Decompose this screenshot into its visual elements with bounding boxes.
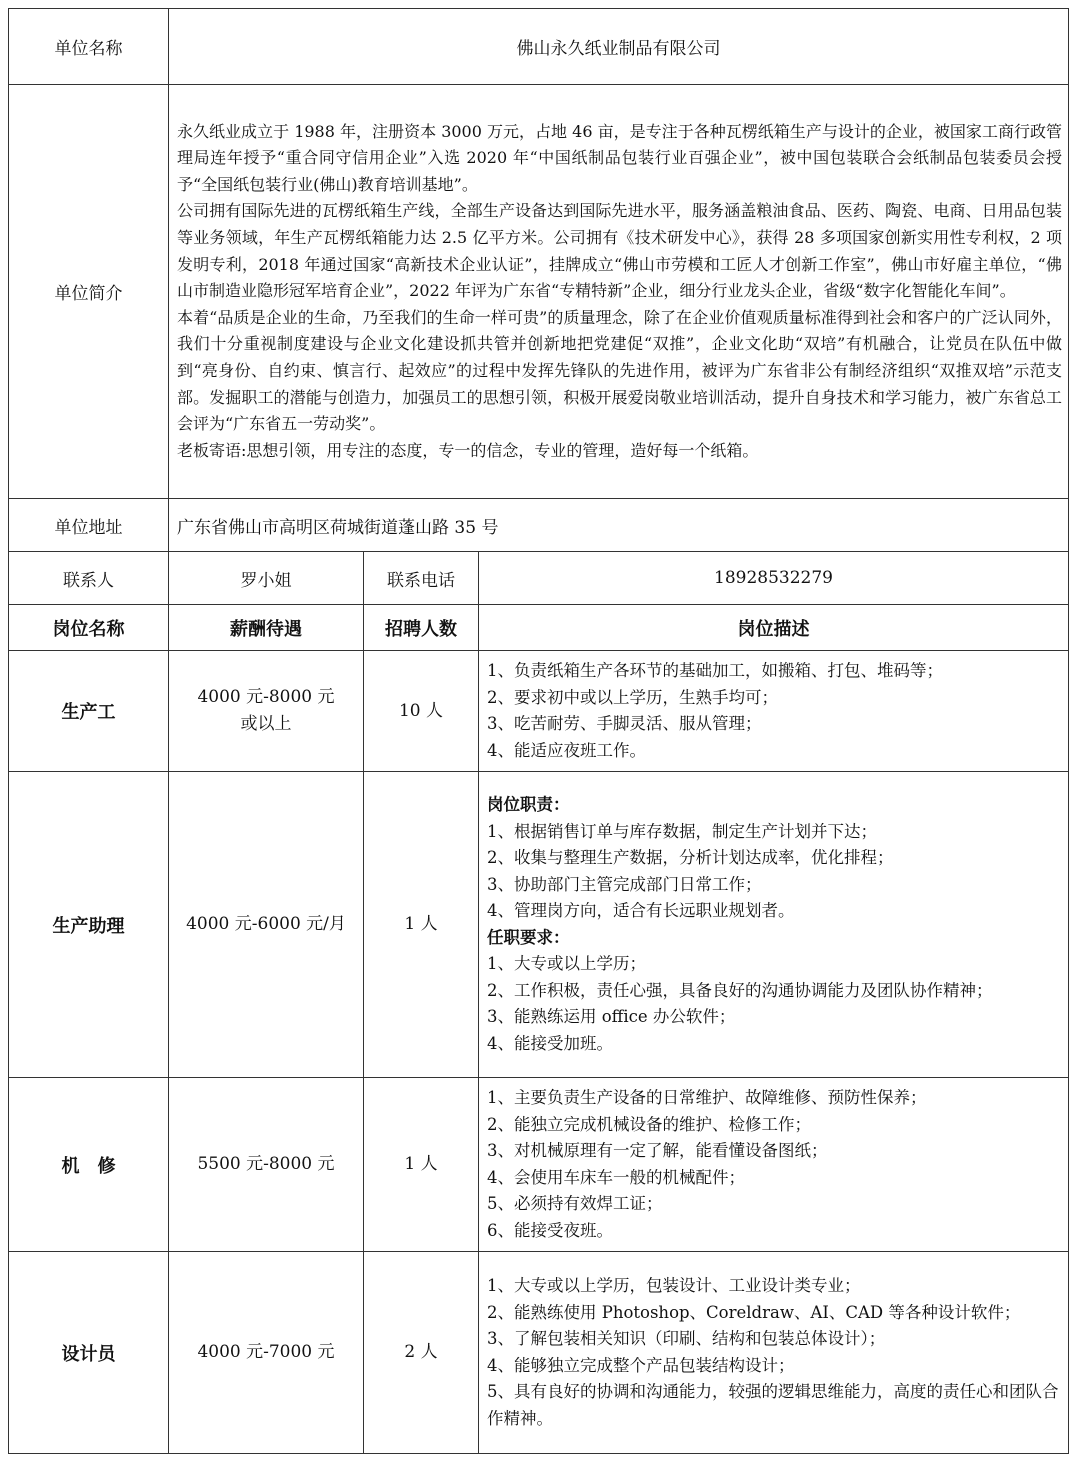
desc-line: 3、对机械原理有一定了解，能看懂设备图纸； (487, 1141, 828, 1160)
desc-line: 2、要求初中或以上学历，生熟手均可； (487, 687, 778, 707)
job-title: 生产助理 (9, 772, 169, 1078)
job-row (9, 1078, 1069, 1252)
phone-number: 18928532279 (479, 552, 1069, 605)
job-count: 1 人 (364, 1078, 479, 1252)
desc-line: 4、管理岗方向，适合有长远职业规划者。 (487, 901, 795, 920)
desc-line: 2、工作积极，责任心强，具备良好的沟通协调能力及团队协作精神； (487, 980, 993, 1000)
desc-line: 1、负责纸箱生产各环节的基础加工，如搬箱、打包、堆码等； (487, 661, 943, 680)
salary-line: 或以上 (240, 714, 292, 734)
job-description (479, 1252, 1069, 1454)
contact-person: 罗小姐 (169, 552, 364, 605)
address: 广东省佛山市高明区荷城街道蓬山路 35 号 (169, 499, 1069, 552)
desc-line: 5、具有良好的协调和沟通能力，较强的逻辑思维能力，高度的责任心和团队合作精神。 (487, 1382, 1059, 1428)
job-count: 2 人 (364, 1252, 479, 1454)
header-description: 岗位描述 (479, 605, 1069, 651)
intro-paragraph: 老板寄语:思想引领，用专注的态度，专一的信念，专业的管理，造好每一个纸箱。 (177, 440, 759, 460)
salary-line: 4000 元-6000 元/月 (186, 914, 346, 934)
header-salary: 薪酬待遇 (169, 605, 364, 651)
desc-line: 4、会使用车床车一般的机械配件； (487, 1167, 745, 1187)
row-headers (9, 605, 1069, 651)
row-contact (9, 552, 1069, 605)
salary-line: 5500 元-8000 元 (197, 1154, 335, 1174)
row-company-intro (9, 85, 1069, 499)
job-count: 1 人 (364, 772, 479, 1078)
row-address (9, 499, 1069, 552)
intro-paragraph: 永久纸业成立于 1988 年，注册资本 3000 万元，占地 46 亩，是专注于各种瓦楞纸箱生产与设计的企业，被国家工商行政管理局连年授予“重合同守信用企业”入选 2020 年“中国纸制品包装行业百强企业”，被中国包装联合会纸制品包装委员会授予“全国纸包装行业(佛山)教育培训基地”。 (177, 121, 1063, 194)
header-count: 招聘人数 (364, 605, 479, 651)
desc-line: 1、大专或以上学历，包装设计、工业设计类专业； (487, 1276, 861, 1295)
job-salary (169, 1078, 364, 1252)
contact-label: 联系人 (9, 552, 169, 605)
desc-line: 1、根据销售订单与库存数据，制定生产计划并下达； (487, 821, 877, 841)
desc-line: 3、了解包装相关知识（印刷、结构和包装总体设计）； (487, 1329, 886, 1348)
job-description (479, 651, 1069, 772)
desc-line: 3、吃苦耐劳、手脚灵活、服从管理； (487, 714, 762, 733)
salary-line: 4000 元-8000 元 (197, 687, 335, 707)
company-name: 佛山永久纸业制品有限公司 (169, 9, 1069, 85)
salary-line: 4000 元-7000 元 (197, 1342, 335, 1362)
company-intro-label: 单位简介 (9, 85, 169, 499)
job-title: 生产工 (9, 651, 169, 772)
job-row (9, 651, 1069, 772)
desc-section-heading: 任职要求： (487, 927, 570, 947)
job-count: 10 人 (364, 651, 479, 772)
desc-line: 4、能接受加班。 (487, 1033, 613, 1053)
desc-line: 1、主要负责生产设备的日常维护、故障维修、预防性保养； (487, 1088, 927, 1107)
company-name-label: 单位名称 (9, 9, 169, 85)
intro-paragraph: 本着“品质是企业的生命，乃至我们的生命一样可贵”的质量理念，除了在企业价值观质量标准得到社会和客户的广泛认同外，我们十分重视制度建设与企业文化建设抓共管并创新地把党建促“双推”，企业文化助“双培”有机融合，让党员在队伍中做到“亮身份、自约束、慎言行、起效应”的过程中发挥先锋队的先进作用，被评为广东省非公有制经济组织“双推双培”示范支部。发掘职工的潜能与创造力，加强员工的思想引领，积极开展爱岗敬业培训活动，提升自身技术和学习能力，被广东省总工会评为“广东省五一劳动奖”。 (177, 307, 1063, 434)
row-company-name (9, 9, 1069, 85)
desc-line: 1、大专或以上学历； (487, 954, 646, 973)
job-row (9, 1252, 1069, 1454)
desc-line: 2、收集与整理生产数据，分析计划达成率，优化排程； (487, 848, 894, 867)
job-title: 机 修 (9, 1078, 169, 1252)
job-description (479, 1078, 1069, 1252)
desc-line: 5、必须持有效焊工证； (487, 1194, 663, 1213)
recruitment-table (8, 8, 1069, 1454)
intro-paragraph: 公司拥有国际先进的瓦楞纸箱生产线，全部生产设备达到国际先进水平，服务涵盖粮油食品、医药、陶瓷、电商、日用品包装等业务领域，年生产瓦楞纸箱能力达 2.5 亿平方米。公司拥有《技术研发中心》，获得 28 多项国家创新实用性专利权，2 项发明专利，2018 年通过国家“高新技术企业认证”，挂牌成立“佛山市劳模和工匠人才创新工作室”，佛山市好雇主单位，“佛山市制造业隐形冠军培育企业”，2022 年评为广东省“专精特新”企业，细分行业龙头企业，省级“数字化智能化车间”。 (177, 201, 1063, 301)
desc-line: 6、能接受夜班。 (487, 1220, 613, 1240)
desc-line: 3、协助部门主管完成部门日常工作； (487, 874, 762, 894)
desc-line: 2、能熟练使用 Photoshop、Coreldraw、AI、CAD 等各种设计软件； (487, 1302, 1021, 1322)
job-salary (169, 772, 364, 1078)
address-label: 单位地址 (9, 499, 169, 552)
company-intro (169, 85, 1069, 499)
phone-label: 联系电话 (364, 552, 479, 605)
job-salary (169, 651, 364, 772)
desc-line: 4、能适应夜班工作。 (487, 740, 646, 760)
desc-section-heading: 岗位职责： (487, 795, 570, 814)
job-description (479, 772, 1069, 1078)
job-row (9, 772, 1069, 1078)
job-salary (169, 1252, 364, 1454)
header-position: 岗位名称 (9, 605, 169, 651)
desc-line: 3、能熟练运用 office 办公软件； (487, 1007, 736, 1026)
desc-line: 4、能够独立完成整个产品包装结构设计； (487, 1355, 795, 1375)
desc-line: 2、能独立完成机械设备的维护、检修工作； (487, 1114, 811, 1134)
job-title: 设计员 (9, 1252, 169, 1454)
